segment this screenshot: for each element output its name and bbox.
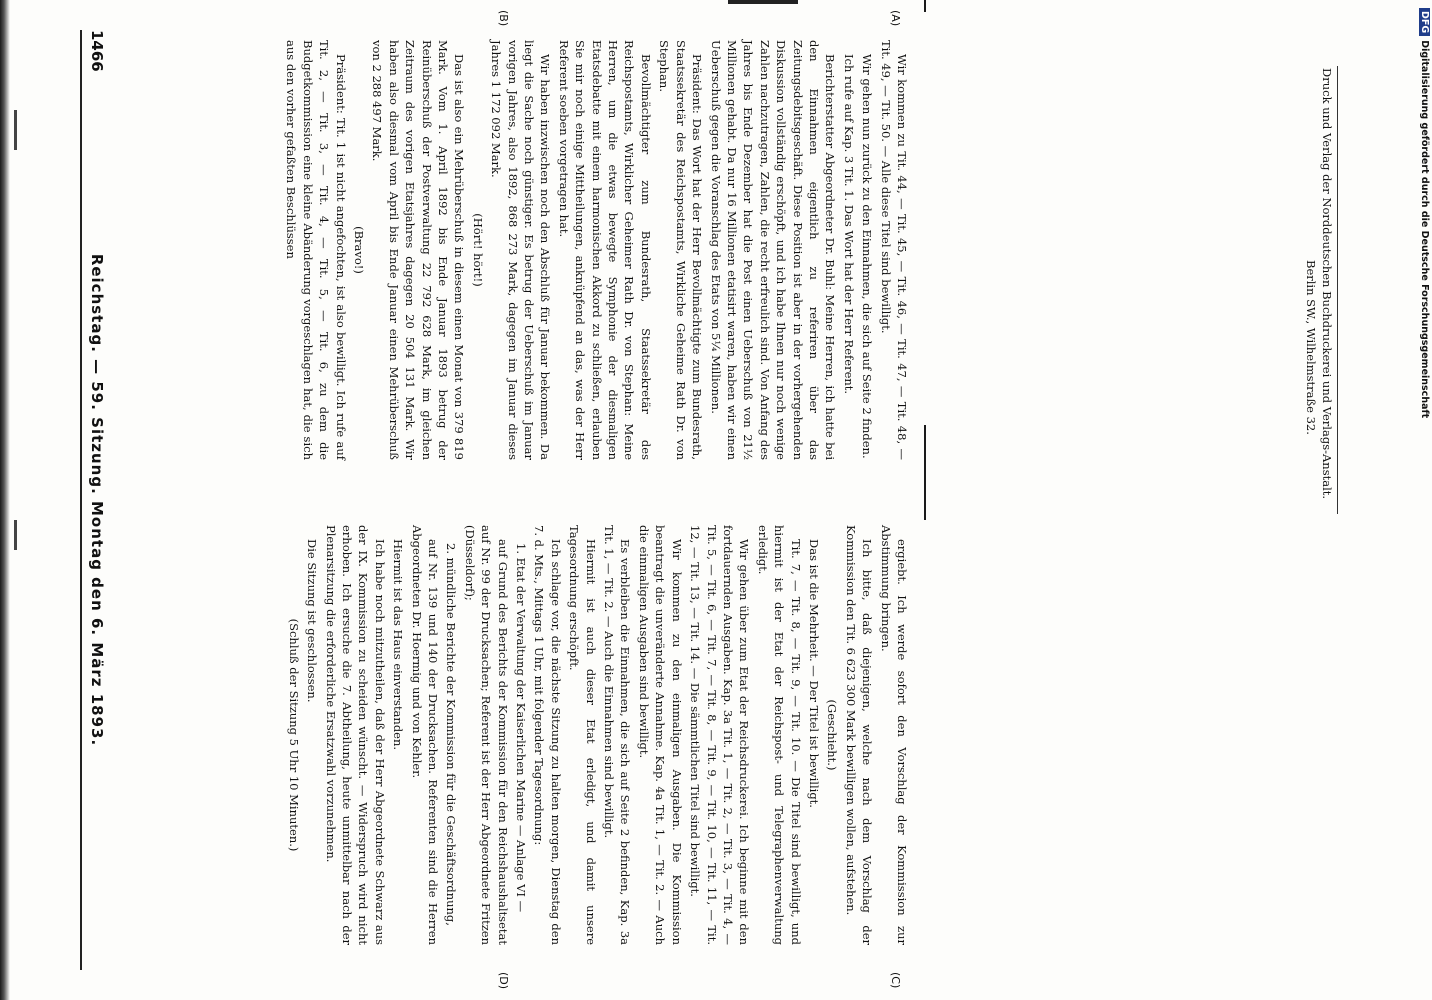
margin-marker-b: (B) <box>497 10 510 27</box>
margin-marker-a: (A) <box>889 10 902 27</box>
paragraph: Ich rufe auf Kap. 3 Tit. 1. Das Wort hat der Herr Referent. <box>841 54 856 395</box>
paragraph: Wir haben inzwischen noch den Abschluß für Januar bekommen. Da liegt die Sache noch günstiger. Es betrug der Ueberschuß im Januar vorigen Jahres, also 1892, 868 273 Mark, dagegen im Januar dieses Jahres 1 172 092 Mark. <box>489 40 553 460</box>
digitization-text: Digitalisierung gefördert durch die Deutsche Forschungsgemeinschaft <box>1419 40 1430 419</box>
margin-marker-c: (C) <box>889 972 902 989</box>
paragraph: Wir gehen über zum Etat der Reichsdruckerei. Ich beginne mit den fortdauernden Ausgaben. Kap. 3a Tit. 1, — Tit. 2, — Tit. 3, — Tit. 4, — Tit. 5, — Tit. 6, — Tit. 7, — Tit. 8, — Tit. 9, — Tit. 10, — Tit. 11, — Tit. 12, — Tit. 13, — Tit. 14. — Die sämmtlichen Titel sind bewilligt. <box>688 525 752 945</box>
agenda-item: 2. mündliche Berichte der Kommission für die Geschäftsordnung, <box>444 543 459 926</box>
interjection: (Geschieht.) <box>825 699 840 771</box>
paragraph: Hiermit ist das Haus einverstanden. <box>391 539 406 751</box>
paragraph: Wir kommen zu Tit. 44, — Tit. 45, — Tit. 46, — Tit. 47, — Tit. 48, — Tit. 49, — Tit. 50. — Alle diese Titel sind bewilligt. <box>878 40 909 460</box>
paragraph: ergiebt. Ich werde sofort den Vorschlag der Kommission zur Abstimmung bringen. <box>878 525 909 945</box>
interjection: (Hört! hört!) <box>470 213 485 287</box>
paragraph: Es verbleiben die Einnahmen, die sich auf Seite 2 befinden, Kap. 3a Tit. 1, — Tit. 2. — Auch die Einnahmen sind bewilligt. <box>602 525 633 945</box>
president-remark: Präsident: Tit. 1 ist nicht angefochten, ist also bewilligt. Ich rufe auf Tit. 2, — Tit. 3, — Tit. 4, — Tit. 5, — Tit. 6, zu dem die Budgetkommission eine kleine Abänderung vorgeschlagen hat, die sich aus den vorher gefaßten Beschlüssen <box>284 40 348 460</box>
paragraph: Ich habe noch mitzutheilen, daß der Herr Abgeordnete Schwarz aus der IX. Kommission zu scheiden wünscht. — Widerspruch wird nicht erhoben. Ich ersuche die 7. Abtheilung, heute unmittelbar nach der Plenarsitzung die erforderliche Ersatzwahl vorzunehmen. <box>323 525 387 945</box>
dfg-logo-icon: DFG <box>1419 8 1430 36</box>
paragraph: Hiermit ist auch dieser Etat erledigt, und damit unsere Tagesordnung erschöpft. <box>567 525 598 945</box>
imprint-line-2: Berlin SW., Wilhelmstraße 32. <box>1304 260 1318 435</box>
margin-marker-d: (D) <box>497 972 510 990</box>
interjection: (Bravo!) <box>352 226 366 274</box>
paragraph: auf Grund des Berichts der Kommission für den Reichshaushaltsetat auf Nr. 99 der Drucksachen; Referent ist der Herr Abgeordnete Fritzen (Düsseldorf); <box>462 525 510 945</box>
header-rule <box>80 30 82 970</box>
speech-buhl: Berichterstatter Abgeordneter Dr. Buhl: Meine Herren, ich hatte bei den Einnahmen eigentlich zu referiren über das Zeitungsdebitsgeschäft. Diese Position ist aber in der vorhergehenden Diskussion vollständig erschöpft, und ich habe Ihnen nur noch wenige Zahlen nachzutragen, Zahlen, die recht erfreulich sind. Von Anfang des Jahres bis Ende Dezember hat die Post einen Ueberschuß von 21½ Millionen gehabt. Da nur 16 Millionen etatisirt waren, haben wir einen Ueberschuß gegen die Voranschlag des Etats von 5¼ Millionen. <box>708 40 838 460</box>
president-remark: Präsident: Das Wort hat der Herr Bevollmächtigte zum Bundesrath, Staatssekretär des Reichspostamts, Wirkliche Geheime Rath Dr. von Stephan. <box>657 40 705 460</box>
paragraph: auf Nr. 139 und 140 der Drucksachen. Referenten sind die Herren Abgeordneten Dr. Hoermig und von Kehler. <box>409 525 441 945</box>
agenda-item: 1. Etat der Verwaltung der Kaiserlichen Marine — Anlage VI — <box>514 543 529 913</box>
imprint-rule <box>1337 66 1338 514</box>
right-column <box>120 525 910 945</box>
running-title: Reichstag. — 59. Sitzung. Montag den 6. März 1893. <box>88 253 106 747</box>
paragraph: Das ist also ein Mehrüberschuß in diesem einen Monat von 379 819 Mark. Vom 1. April 1892 bis Ende Januar 1893 betrug der Reinüberschuß der Postverwaltung 22 792 628 Mark, im gleichen Zeitraum des vorigen Etatsjahres dagegen 20 504 131 Mark. Wir haben also diesmal vom April bis Ende Januar einen Mehrüberschuß von 2 288 497 Mark. <box>370 40 467 460</box>
speech-stephan: Bevollmächtigter zum Bundesrath, Staatssekretär des Reichspostamts, Wirklicher Geheimer Rath Dr. von Stephan: Meine Herren, um die etwas bewegte Symphonie der diesmaligen Etatsdebatte mit einem harmonischen Akkord zu schließen, erlauben Sie mir noch einige Mittheilungen, anknüpfend an das, was der Herr Referent soeben vorgetragen hat. <box>556 40 653 460</box>
paragraph: Das ist die Mehrheit. — Der Titel ist bewilligt. <box>806 539 821 808</box>
paragraph: Tit. 7, — Tit. 8, — Tit. 9, — Tit. 10. — Die Titel sind bewilligt, und hiermit ist der Etat der Reichspost- und Telegraphenverwaltung erledigt. <box>755 525 803 945</box>
left-column <box>120 40 910 460</box>
paragraph: Wir gehen nun zurück zu den Einnahmen, die sich auf Seite 2 finden. <box>860 54 875 459</box>
paragraph: Ich schlage vor, die nächste Sitzung zu halten morgen, Dienstag den 7. d. Mts., Mittags 1 Uhr, mit folgender Tagesordnung: <box>532 525 563 945</box>
page-number: 1466 <box>88 30 106 72</box>
digitization-note <box>1419 8 1430 418</box>
paragraph: Ich bitte, daß diejenigen, welche nach dem Vorschlag der Kommission den Tit. 6 623 300 Mark bewilligen wollen, aufstehen. <box>843 525 875 945</box>
paragraph: Die Sitzung ist geschlossen. <box>305 539 320 703</box>
paragraph: Wir kommen zu den einmaligen Ausgaben. Die Kommission beantragt die unveränderte Annahme. Kap. 4a Tit. 1, — Tit. 2. — Auch die einmaligen Ausgaben sind bewilligt. <box>636 525 684 945</box>
closing-note: (Schluß der Sitzung 5 Uhr 10 Minuten.) <box>286 618 301 852</box>
imprint-line-1: Druck und Verlag der Norddeutschen Buchdruckerei und Verlags-Anstalt. <box>1320 68 1334 500</box>
